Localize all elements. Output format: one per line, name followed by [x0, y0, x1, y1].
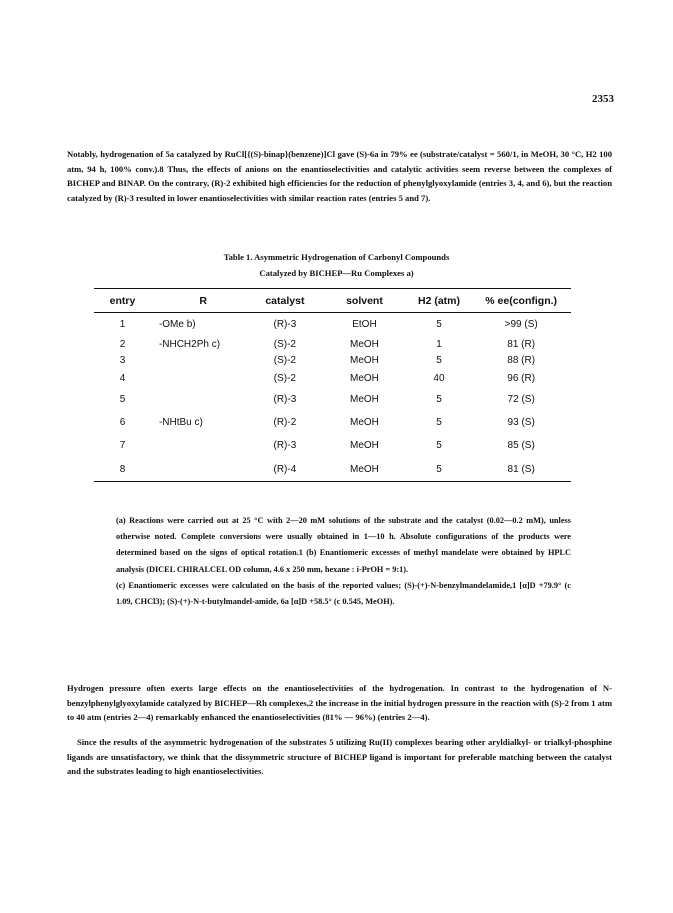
cell-h2: 5 — [436, 440, 442, 451]
table-footnotes — [116, 513, 571, 610]
header-ee: % ee(confign.) — [471, 289, 571, 313]
data-table — [94, 288, 571, 482]
cell-entry: 6 — [119, 417, 126, 428]
cell-r — [151, 434, 248, 457]
table-row — [94, 313, 571, 337]
cell-ee: 72 (S) — [507, 394, 535, 405]
cell-h2: 5 — [436, 394, 442, 405]
cell-catalyst: (R)-2 — [273, 417, 297, 428]
cell-solvent: MeOH — [350, 372, 379, 384]
cell-r — [151, 352, 248, 368]
cell-catalyst: (R)-4 — [248, 457, 323, 482]
cell-ee: 96 (R) — [507, 372, 536, 384]
paragraph-conclusion: Since the results of the asymmetric hydrogenation of the substrates 5 utilizing Ru(II) complexes bearing other aryldialkyl- or trialkyl-phosphine ligands are unsatisfactory, we think that the dissymmetric structure of BICHEP ligand is important for preferable matching between the catalyst and the substrates leading to high enantioselectivities. — [67, 737, 612, 777]
footnote-a-b: (a) Reactions were carried out at 25 °C with 2—20 mM solutions of the substrate and the catalyst (0.02—0.2 mM), unless otherwise noted. Complete conversions were usually obtained in 1—10 h. Absolute configurations of the products were determined based on the signs of optical rotation.1 (b) Enantiomeric excesses of methyl mandelate were obtained by HPLC analysis (DICEL CHIRALCEL OD column, 4.6 x 250 mm, hexane : i-PrOH = 9:1). — [116, 516, 571, 574]
table-header-row — [94, 289, 571, 313]
cell-solvent: EtOH — [352, 319, 377, 330]
table-row — [94, 352, 571, 368]
cell-entry: 3 — [119, 354, 126, 366]
hydrogenation-table — [94, 288, 571, 482]
table-caption-title: Table 1. Asymmetric Hydrogenation of Carbonyl Compounds — [223, 252, 450, 262]
cell-entry: 5 — [119, 394, 126, 405]
table-row — [94, 336, 571, 352]
cell-catalyst: (S)-2 — [273, 338, 296, 350]
cell-r: -NHtBu c) — [158, 417, 203, 428]
cell-catalyst: (S)-2 — [273, 372, 296, 384]
table-row — [94, 434, 571, 457]
cell-solvent: MeOH — [350, 417, 379, 428]
cell-ee: 85 (S) — [507, 440, 535, 451]
cell-solvent: MeOH — [350, 394, 379, 405]
cell-ee: 81 (R) — [507, 338, 536, 350]
cell-r — [151, 388, 248, 411]
cell-entry: 7 — [119, 440, 126, 451]
header-catalyst: catalyst — [248, 289, 323, 313]
cell-catalyst: (R)-3 — [273, 440, 297, 451]
cell-h2: 5 — [436, 417, 442, 428]
table-caption-subtitle: Catalyzed by BICHEP—Ru Complexes a) — [259, 268, 414, 278]
cell-ee: 81 (S) — [471, 457, 571, 482]
cell-ee: 88 (R) — [507, 354, 536, 366]
table-row — [94, 457, 571, 482]
cell-entry: 8 — [94, 457, 151, 482]
paragraph-hydrogen-pressure: Hydrogen pressure often exerts large effects on the enantioselectivities of the hydrogenation. In contrast to the hydrogenation of N-benzylphenylglyoxylamide catalyzed by BICHEP—Rh complexes,2 the increase in the initial hydrogen pressure in the reaction with (S)-2 from 1 atm to 40 atm (entries 2—4) remarkably enhanced the enantioselectivities (81% — 96%) (entries 2—4). — [67, 683, 612, 723]
header-entry: entry — [94, 289, 151, 313]
cell-ee: 93 (S) — [507, 417, 535, 428]
cell-ee: >99 (S) — [504, 319, 538, 330]
cell-h2: 1 — [436, 338, 442, 350]
cell-catalyst: (R)-3 — [273, 394, 297, 405]
table-row — [94, 411, 571, 434]
cell-entry: 1 — [119, 319, 126, 330]
cell-solvent: MeOH — [350, 440, 379, 451]
cell-solvent: MeOH — [350, 354, 379, 366]
cell-entry: 4 — [119, 372, 126, 384]
table-row — [94, 368, 571, 388]
header-solvent: solvent — [322, 289, 406, 313]
cell-solvent: MeOH — [350, 338, 379, 350]
cell-r: -NHCH2Ph c) — [158, 338, 221, 350]
cell-catalyst: (S)-2 — [273, 354, 296, 366]
cell-r: -OMe b) — [158, 319, 196, 330]
cell-entry: 2 — [119, 338, 126, 350]
cell-r — [151, 457, 248, 482]
cell-h2: 5 — [436, 319, 442, 330]
cell-h2: 40 — [433, 372, 445, 384]
cell-catalyst: (R)-3 — [273, 319, 297, 330]
footnote-c: (c) Enantiomeric excesses were calculated on the basis of the reported values; (S)-(+)-N-benzylmandelamide,1 [α]D +79.9° (c 1.09, CHCl3); (S)-(+)-N-t-butylmandel-amide, 6a [α]D +58.5° (c 0.545, MeOH). — [116, 580, 571, 607]
header-r: R — [151, 289, 248, 313]
cell-r — [151, 368, 248, 388]
table-row — [94, 388, 571, 411]
header-h2-pressure: H2 (atm) — [407, 289, 472, 313]
paragraph-anion-effects: Notably, hydrogenation of 5a catalyzed by RuCl[{(S)-binap}(benzene)]Cl gave (S)-6a in 79% ee (substrate/catalyst = 560/1, in MeOH, 30 °C, H2 100 atm, 94 h, 100% conv.).8 Thus, the effects of anions on the enantioselectivities and catalytic activities seem reverse between the complexes of BICHEP and BINAP. On the contrary, (R)-2 exhibited high efficiencies for the reduction of phenylglyoxylamide (entries 3, 4, and 6), but the reaction catalyzed by (R)-3 resulted in lower enantioselectivities with similar reaction rates (entries 5 and 7). — [67, 149, 612, 203]
cell-h2: 5 — [436, 354, 442, 366]
page-number: 2353 — [592, 93, 614, 105]
cell-solvent: MeOH — [322, 457, 406, 482]
cell-h2: 5 — [407, 457, 472, 482]
